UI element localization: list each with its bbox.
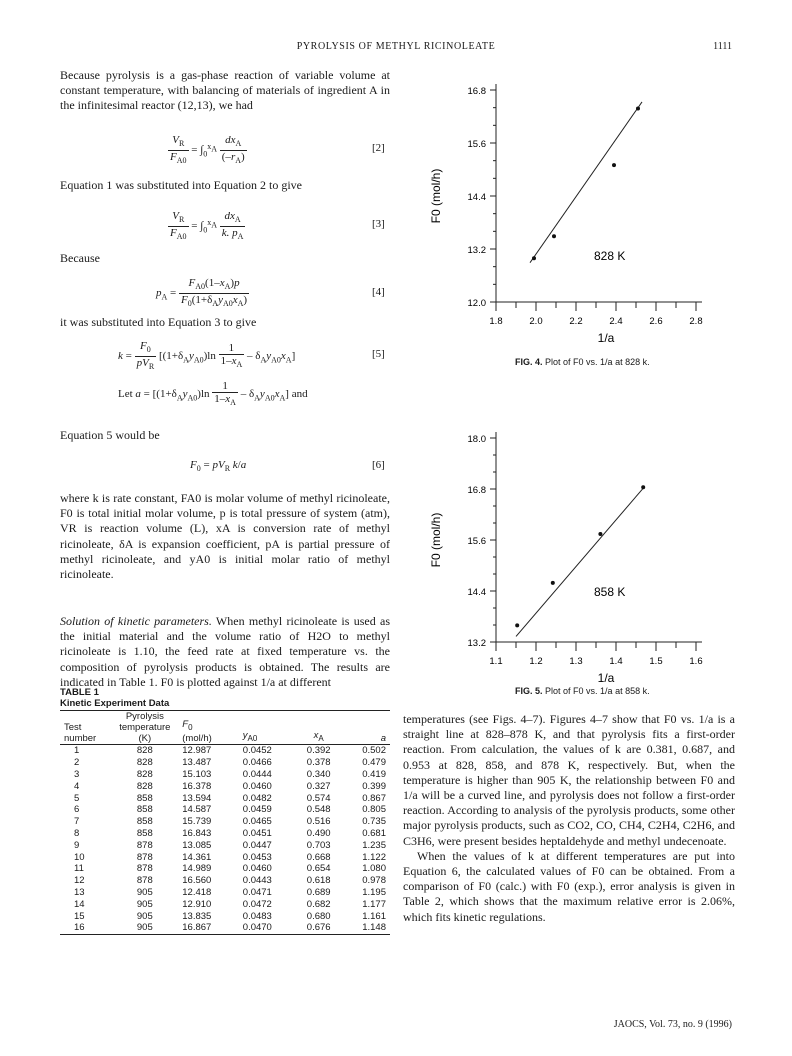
ya0-cell: 0.0452 — [242, 745, 272, 757]
ya0-cell: 0.0470 — [242, 922, 272, 934]
table-row — [60, 769, 390, 781]
f0-cell: 13.594 — [182, 792, 212, 804]
y-tick-label: 13.2 — [467, 638, 486, 649]
column-header: $y_{A0}$ — [242, 730, 258, 743]
xa-cell: 0.516 — [306, 816, 331, 828]
paragraph-intro: Because pyrolysis is a gas-phase reaction of variable volume at constant temperature, with balancing of materials of ingredient A in the infinitesimal reactor (12,13), we had — [60, 68, 390, 113]
xa-cell: 0.378 — [306, 757, 331, 769]
f0-cell: 14.587 — [182, 804, 212, 816]
column-header: a — [380, 733, 386, 744]
x-tick-label: 1.8 — [489, 316, 503, 327]
table-row — [60, 922, 390, 934]
x-axis-label: 1/a — [597, 331, 615, 345]
temperature-cell: 858 — [136, 827, 153, 839]
ya0-cell: 0.0483 — [242, 910, 272, 922]
temperature-label: 828 K — [594, 249, 626, 263]
y-tick-label: 12.0 — [467, 298, 486, 309]
f0-cell: 16.378 — [182, 780, 212, 792]
ya0-cell: 0.0444 — [242, 768, 272, 780]
temperature-label: 858 K — [594, 585, 626, 599]
table-row — [60, 887, 390, 899]
y-tick-label: 15.6 — [467, 139, 486, 150]
xa-cell: 0.327 — [306, 780, 331, 792]
xa-cell: 0.574 — [306, 792, 331, 804]
f0-cell: 15.739 — [182, 816, 212, 828]
a-cell: 1.161 — [362, 910, 386, 922]
a-cell: 1.177 — [362, 898, 386, 910]
ya0-cell: 0.0443 — [242, 875, 272, 887]
f0-cell: 13.085 — [182, 839, 212, 851]
y-axis-label: F0 (mol/h) — [429, 512, 443, 568]
xa-cell: 0.392 — [306, 745, 331, 757]
table-row — [60, 863, 390, 875]
y-tick-label: 15.6 — [467, 536, 486, 547]
subsection-title: Solution of kinetic parameters. — [60, 614, 212, 628]
column-header: Test number — [64, 722, 97, 744]
column-header: $F_0$ (mol/h) — [182, 719, 212, 744]
xa-cell: 0.654 — [306, 863, 331, 875]
temperature-cell: 878 — [136, 863, 153, 875]
x-tick-label: 1.3 — [569, 656, 583, 667]
a-cell: 0.681 — [362, 827, 386, 839]
equation-number: [3] — [372, 218, 385, 230]
temperature-cell: 828 — [136, 768, 153, 780]
x-tick-label: 1.2 — [529, 656, 543, 667]
test-number-cell: 12 — [74, 875, 85, 887]
x-tick-label: 2.4 — [609, 316, 623, 327]
a-cell: 1.080 — [362, 863, 386, 875]
table-row — [60, 839, 390, 851]
temperature-cell: 858 — [136, 804, 153, 816]
ya0-cell: 0.0453 — [242, 851, 272, 863]
f0-cell: 13.835 — [182, 910, 212, 922]
fit-line — [516, 487, 644, 636]
xa-cell: 0.340 — [306, 768, 331, 780]
y-tick-label: 16.8 — [467, 485, 486, 496]
figure-5-chart — [426, 422, 726, 686]
paragraph-definitions: where k is rate constant, FA0 is molar volume of methyl ricinoleate, F0 is total initial molar volume, p is total pressure of system (atm), VR is reaction volume (L), xA is conversion rate of methyl ricinoleate, δA is expansion coefficient, pA is partial pressure of methyl ricinoleate, and yA0 is initial molar ratio of methyl ricinoleate. — [60, 491, 390, 582]
ya0-cell: 0.0451 — [242, 827, 272, 839]
test-number-cell: 6 — [74, 804, 80, 816]
paragraph-line: it was substituted into Equation 3 to give — [60, 315, 257, 329]
a-cell: 0.735 — [362, 816, 386, 828]
x-tick-label: 1.5 — [649, 656, 663, 667]
figure-5-caption: FIG. 5. Plot of F0 vs. 1/a at 858 k. — [515, 686, 650, 696]
equation-3: $\frac{V_R}{F_{A0}}$ = $\int_0^{x_A}$ $\frac{dx_A}{k. p_A}$ — [170, 210, 244, 242]
figure-4-caption: FIG. 4. Plot of F0 vs. 1/a at 828 k. — [515, 357, 650, 367]
a-cell: 0.978 — [362, 875, 386, 887]
test-number-cell: 9 — [74, 839, 80, 851]
y-tick-label: 13.2 — [467, 245, 486, 256]
ya0-cell: 0.0482 — [242, 792, 272, 804]
temperature-cell: 828 — [136, 757, 153, 769]
x-tick-label: 1.6 — [689, 656, 703, 667]
a-cell: 0.479 — [362, 757, 386, 769]
ya0-cell: 0.0472 — [242, 898, 272, 910]
table-row — [60, 792, 390, 804]
x-tick-label: 2.0 — [529, 316, 543, 327]
equation-number: [4] — [372, 286, 385, 298]
table-row — [60, 757, 390, 769]
data-point — [532, 256, 536, 260]
table-row — [60, 898, 390, 910]
test-number-cell: 10 — [74, 851, 85, 863]
f0-cell: 12.910 — [182, 898, 212, 910]
temperature-cell: 905 — [136, 898, 153, 910]
y-tick-label: 16.8 — [467, 86, 486, 97]
f0-cell: 16.843 — [182, 827, 212, 839]
equation-4: $p_A$ = $\frac{F_{A0}(1-x_A)p}{F_0(1+\delta_Ay_{A0}x_A)}$ — [156, 277, 248, 309]
table-row — [60, 804, 390, 816]
temperature-cell: 905 — [136, 886, 153, 898]
equation-6: $F_0 = pV_R$ k/a — [190, 459, 247, 474]
temperature-cell: 878 — [136, 851, 153, 863]
a-cell: 0.419 — [362, 768, 386, 780]
table-row — [60, 851, 390, 863]
data-point — [552, 234, 556, 238]
a-cell: 0.867 — [362, 792, 386, 804]
a-cell: 1.122 — [362, 851, 386, 863]
test-number-cell: 2 — [74, 757, 80, 769]
x-axis-label: 1/a — [597, 671, 615, 685]
test-number-cell: 14 — [74, 898, 85, 910]
x-tick-label: 2.6 — [649, 316, 663, 327]
xa-cell: 0.668 — [306, 851, 331, 863]
temperature-cell: 828 — [136, 745, 153, 757]
f0-cell: 13.487 — [182, 757, 212, 769]
xa-cell: 0.680 — [306, 910, 331, 922]
xa-cell: 0.682 — [306, 898, 331, 910]
figure-4-chart — [426, 72, 726, 345]
test-number-cell: 5 — [74, 792, 80, 804]
equation-number: [2] — [372, 142, 385, 154]
data-point — [551, 581, 555, 585]
x-tick-label: 1.4 — [609, 656, 623, 667]
table-row — [60, 816, 390, 828]
ya0-cell: 0.0460 — [242, 863, 272, 875]
temperature-cell: 905 — [136, 910, 153, 922]
page-number: 1111 — [713, 41, 732, 52]
temperature-cell: 858 — [136, 816, 153, 828]
paragraph-solution: Solution of kinetic parameters. When methyl ricinoleate is used as the initial material and the volume ratio of H2O to methyl ricinoleate is 1.10, the feed rate at fixed temperature vs. the composition of pyrolysis products is obtained. The results are indicated in Table 1. F0 is plotted against 1/a at different — [60, 614, 390, 689]
paragraph-line: Equation 5 would be — [60, 428, 160, 442]
test-number-cell: 3 — [74, 768, 80, 780]
ya0-cell: 0.0447 — [242, 839, 272, 851]
paragraph-line: Equation 1 was substituted into Equation 2 to give — [60, 178, 302, 192]
equation-5: k = $\frac{F_0}{pV_R}$ [$(1+\delta_Ay_{A0})\ln$ $\frac{1}{1-x_A}$ – $\delta_Ay_{A0}x_A$] — [118, 340, 296, 372]
xa-cell: 0.618 — [306, 875, 331, 887]
table-row — [60, 780, 390, 792]
column-header: Pyrolysis temperature (K) — [119, 711, 171, 744]
temperature-cell: 858 — [136, 792, 153, 804]
table-label: TABLE 1 — [60, 687, 99, 698]
data-point — [641, 485, 645, 489]
table-row — [60, 745, 390, 757]
xa-cell: 0.548 — [306, 804, 331, 816]
test-number-cell: 7 — [74, 816, 80, 828]
table-row — [60, 875, 390, 887]
f0-cell: 16.560 — [182, 875, 212, 887]
equation-number: [5] — [372, 348, 385, 360]
journal-footer: JAOCS, Vol. 73, no. 9 (1996) — [613, 1019, 732, 1030]
kinetic-data-table — [60, 710, 390, 935]
ya0-cell: 0.0465 — [242, 816, 272, 828]
paragraph-results: temperatures (see Figs. 4–7). Figures 4–7 show that F0 vs. 1/a is a straight line at 828–878 K, and that pyrolysis fits a first-order reaction. From calculation, the values of k are 0.381, 0.687, and 0.953 at 828, 858, and 878 K, respectively. But, when the temperature is higher than 905 K, the relationship between F0 and 1/a will be a curved line, and pyrolysis does not follow a first-order reaction. According to analysis of the pyrolysis products, some other major pyrolysis products, such as CO2, CO, CH4, C2H4, C2H6, and C3H6, were present besides heptaldehyde and methyl undecenoate. When the values of k at different temperatures are put into Equation 6, the calculated values of F0 can be obtained. From a comparison of F0 (calc.) with F0 (exp.), error analysis is given in Table 2, which shows that the maximum relative error is 2.06%, which fits kinetic regulations. — [403, 712, 735, 924]
a-cell: 0.502 — [362, 745, 386, 757]
test-number-cell: 4 — [74, 780, 80, 792]
y-axis-label: F0 (mol/h) — [429, 168, 443, 224]
x-tick-label: 2.2 — [569, 316, 583, 327]
equation-let-a: Let $a = [(1+\delta_Ay_{A0})\ln$ $\frac{1}{1-x_A}$ – $\delta_Ay_{A0}x_A$] and — [118, 380, 308, 408]
f0-cell: 12.418 — [182, 886, 212, 898]
table-row — [60, 910, 390, 922]
temperature-cell: 828 — [136, 780, 153, 792]
x-tick-label: 2.8 — [689, 316, 703, 327]
ya0-cell: 0.0466 — [242, 757, 272, 769]
equation-2: $\frac{V_R}{F_{A0}}$ = $\int_0^{x_A}$ $\frac{dx_A}{(-r_A)}$ — [170, 134, 245, 166]
y-tick-label: 18.0 — [467, 434, 486, 445]
data-point — [636, 107, 640, 111]
paragraph-line: Because — [60, 251, 100, 265]
f0-cell: 14.989 — [182, 863, 212, 875]
f0-cell: 15.103 — [182, 768, 212, 780]
xa-cell: 0.490 — [306, 827, 331, 839]
data-point — [612, 163, 616, 167]
xa-cell: 0.689 — [306, 886, 331, 898]
temperature-cell: 905 — [136, 922, 153, 934]
data-point — [515, 623, 519, 627]
a-cell: 1.235 — [362, 839, 386, 851]
f0-cell: 14.361 — [182, 851, 212, 863]
table-row — [60, 828, 390, 840]
ya0-cell: 0.0460 — [242, 780, 272, 792]
temperature-cell: 878 — [136, 875, 153, 887]
data-point — [598, 532, 602, 536]
xa-cell: 0.703 — [306, 839, 331, 851]
ya0-cell: 0.0459 — [242, 804, 272, 816]
a-cell: 1.148 — [362, 922, 386, 934]
f0-cell: 16.867 — [182, 922, 212, 934]
f0-cell: 12.987 — [182, 745, 212, 757]
a-cell: 0.399 — [362, 780, 386, 792]
x-tick-label: 1.1 — [489, 656, 503, 667]
test-number-cell: 1 — [74, 745, 80, 757]
column-header: $x_A$ — [313, 730, 324, 743]
test-number-cell: 16 — [74, 922, 85, 934]
test-number-cell: 13 — [74, 886, 85, 898]
a-cell: 0.805 — [362, 804, 386, 816]
test-number-cell: 11 — [74, 863, 84, 875]
y-tick-label: 14.4 — [467, 587, 486, 598]
test-number-cell: 8 — [74, 827, 80, 839]
a-cell: 1.195 — [362, 886, 386, 898]
y-tick-label: 14.4 — [467, 192, 486, 203]
temperature-cell: 878 — [136, 839, 153, 851]
xa-cell: 0.676 — [306, 922, 331, 934]
table-title: Kinetic Experiment Data — [60, 698, 170, 709]
fit-line — [530, 102, 642, 263]
running-header: PYROLYSIS OF METHYL RICINOLEATE — [296, 41, 496, 52]
equation-number: [6] — [372, 459, 385, 471]
ya0-cell: 0.0471 — [242, 886, 272, 898]
test-number-cell: 15 — [74, 910, 85, 922]
